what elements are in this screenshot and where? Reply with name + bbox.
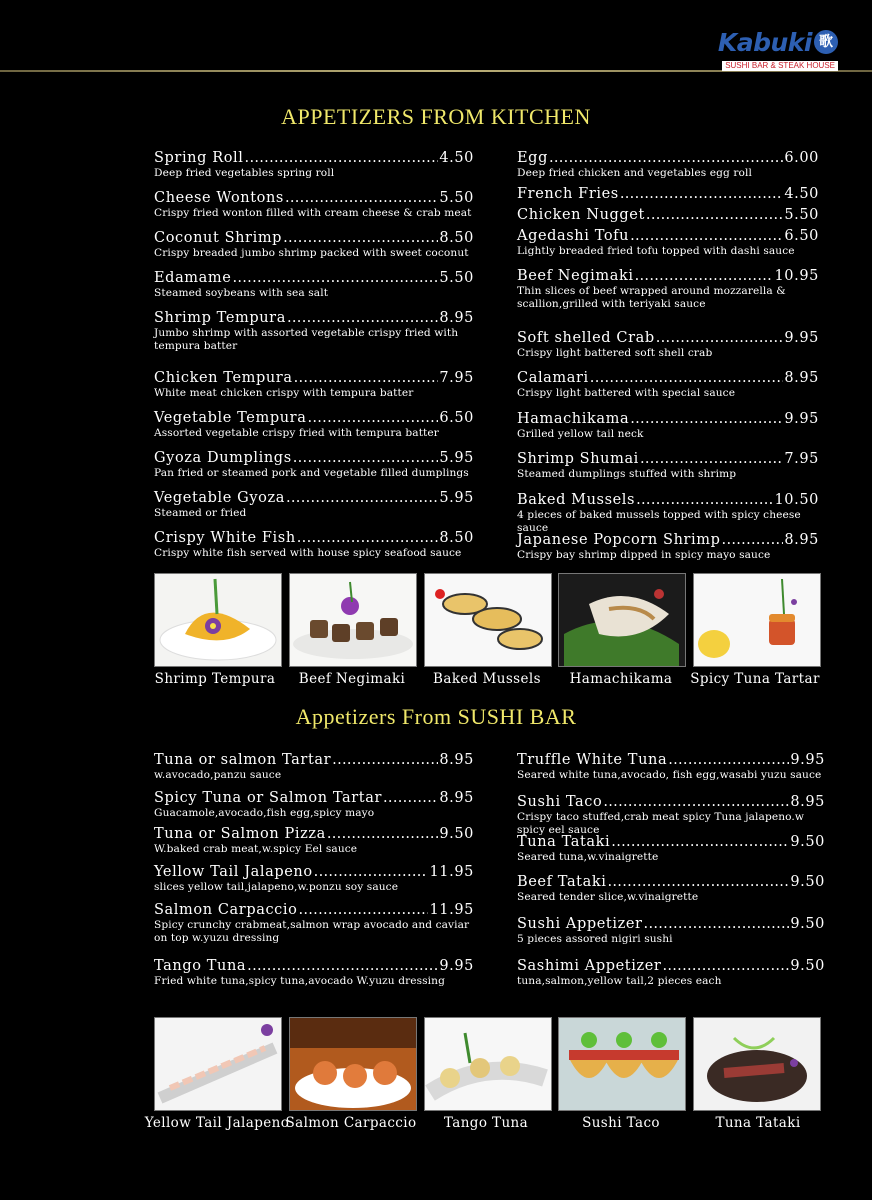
caption-baked-mussels: Baked Mussels xyxy=(433,671,541,687)
menu-item xyxy=(517,492,819,534)
menu-item-name: Truffle White Tuna xyxy=(517,752,668,768)
menu-item-description: slices yellow tail,jalapeno,w.ponzu soy sauce xyxy=(154,881,399,893)
menu-item-price: 9.50 xyxy=(790,916,825,932)
menu-item-name: Tango Tuna xyxy=(154,958,247,974)
menu-item-line xyxy=(154,270,474,287)
menu-item-line xyxy=(154,190,474,207)
menu-item-name: Agedashi Tofu xyxy=(517,228,630,244)
photo-baked-mussels xyxy=(424,573,552,667)
menu-item-description: Crispy taco stuffed,crab meat spicy Tuna jalapeno.w spicy eel sauce xyxy=(517,811,805,836)
menu-item-line xyxy=(517,834,825,851)
menu-item-line xyxy=(154,958,474,975)
menu-item-description: Seared white tuna,avocado, fish egg,wasabi yuzu sauce xyxy=(517,769,822,781)
dot-leader xyxy=(294,370,439,387)
dot-leader xyxy=(232,270,438,287)
menu-item xyxy=(517,752,825,782)
menu-item-description: 4 pieces of baked mussels topped with spicy cheese sauce xyxy=(517,509,801,534)
menu-item-description: Pan fried or steamed pork and vegetable filled dumplings xyxy=(154,467,469,479)
brand-mark-icon: 歌 xyxy=(814,30,838,54)
caption-salmon-carpaccio: Salmon Carpaccio xyxy=(285,1115,417,1131)
dot-leader xyxy=(656,330,784,347)
dot-leader xyxy=(293,450,439,467)
menu-item-description: w.avocado,panzu sauce xyxy=(154,769,282,781)
menu-item xyxy=(154,150,474,180)
dot-leader xyxy=(636,492,773,509)
menu-item-name: Baked Mussels xyxy=(517,492,636,508)
dot-leader xyxy=(603,794,789,811)
menu-item-name: Vegetable Tempura xyxy=(154,410,307,426)
caption-tango-tuna: Tango Tuna xyxy=(443,1115,529,1131)
menu-item-description: Deep fried vegetables spring roll xyxy=(154,167,335,179)
menu-item-name: Gyoza Dumplings xyxy=(154,450,292,466)
menu-item-description: Spicy crunchy crabmeat,salmon wrap avocado and caviar on top w.yuzu dressing xyxy=(154,919,470,944)
menu-item xyxy=(517,207,819,224)
kitchen-section-title: APPETIZERS FROM KITCHEN xyxy=(281,104,591,129)
menu-item xyxy=(154,490,474,520)
menu-item-line xyxy=(517,207,819,224)
caption-shrimp-tempura: Shrimp Tempura xyxy=(154,671,276,687)
menu-item-line xyxy=(154,150,474,167)
menu-item-description: Steamed dumplings stuffed with shrimp xyxy=(517,468,737,480)
menu-item xyxy=(154,864,474,894)
menu-item xyxy=(517,532,819,562)
menu-item-price: 6.00 xyxy=(784,150,819,166)
menu-item-description: Steamed or fried xyxy=(154,507,247,519)
caption-beef-negimaki: Beef Negimaki xyxy=(298,671,406,687)
photo-beef-negimaki xyxy=(289,573,417,667)
menu-item xyxy=(517,268,819,310)
menu-item-price: 9.50 xyxy=(439,826,474,842)
menu-item-description: Steamed soybeans with sea salt xyxy=(154,287,329,299)
photo-tuna-tataki xyxy=(693,1017,821,1111)
menu-item-description: Grilled yellow tail neck xyxy=(517,428,644,440)
menu-item xyxy=(154,790,474,820)
photo-salmon-carpaccio xyxy=(289,1017,417,1111)
menu-item-price: 8.50 xyxy=(439,530,474,546)
menu-item-line xyxy=(517,228,819,245)
menu-item-description: Seared tender slice,w.vinaigrette xyxy=(517,891,699,903)
menu-item-price: 9.50 xyxy=(790,874,825,890)
menu-item xyxy=(517,228,819,258)
dot-leader xyxy=(285,190,438,207)
menu-item-line xyxy=(517,451,819,468)
menu-item-price: 9.95 xyxy=(784,330,819,346)
menu-item-line xyxy=(154,410,474,427)
menu-item-name: Vegetable Gyoza xyxy=(154,490,285,506)
photo-spicy-tuna-tartar xyxy=(693,573,821,667)
menu-item-name: Japanese Popcorn Shrimp xyxy=(517,532,721,548)
menu-item-description: Thin slices of beef wrapped around mozzarella & scallion,grilled with teriyaki sauce xyxy=(517,285,786,310)
caption-hamachikama: Hamachikama xyxy=(569,671,673,687)
menu-item-line xyxy=(517,330,819,347)
dot-leader xyxy=(644,916,790,933)
menu-item-description: Crispy light battered with special sauce xyxy=(517,387,736,399)
menu-item xyxy=(517,411,819,441)
menu-item-price: 8.95 xyxy=(439,790,474,806)
caption-spicy-tuna-tartar: Spicy Tuna Tartar xyxy=(690,671,820,687)
brand-name: Kabuki xyxy=(717,28,812,57)
menu-item-price: 10.95 xyxy=(774,268,819,284)
menu-item-description: Assorted vegetable crispy fried with tempura batter xyxy=(154,427,439,439)
menu-item xyxy=(517,451,819,481)
menu-item-price: 7.95 xyxy=(439,370,474,386)
menu-item xyxy=(517,370,819,400)
brand-logo xyxy=(670,28,838,70)
dot-leader xyxy=(640,451,783,468)
dot-leader xyxy=(383,790,438,807)
menu-item-description: W.baked crab meat,w.spicy Eel sauce xyxy=(154,843,358,855)
dot-leader xyxy=(611,834,789,851)
menu-item-price: 5.95 xyxy=(439,450,474,466)
menu-item-line xyxy=(517,794,825,811)
menu-item-line xyxy=(154,310,474,327)
dot-leader xyxy=(314,864,429,881)
menu-item-price: 6.50 xyxy=(784,228,819,244)
menu-item xyxy=(517,794,825,836)
menu-item xyxy=(154,230,474,260)
menu-item xyxy=(154,190,474,220)
menu-item-name: Salmon Carpaccio xyxy=(154,902,298,918)
menu-item-line xyxy=(154,864,474,881)
menu-item xyxy=(154,310,474,352)
menu-item-description: Crispy light battered soft shell crab xyxy=(517,347,713,359)
menu-item-name: Sashimi Appetizer xyxy=(517,958,662,974)
dot-leader xyxy=(590,370,784,387)
menu-item-description: Crispy fried wonton filled with cream cheese & crab meat xyxy=(154,207,472,219)
caption-yellow-tail-jalapeno: Yellow Tail Jalapeno xyxy=(144,1115,290,1131)
menu-item-name: Beef Tataki xyxy=(517,874,607,890)
menu-item-description: Crispy white fish served with house spicy seafood sauce xyxy=(154,547,462,559)
menu-item xyxy=(517,330,819,360)
dot-leader xyxy=(327,826,438,843)
dot-leader xyxy=(247,958,438,975)
menu-item-price: 4.50 xyxy=(439,150,474,166)
menu-item-price: 5.50 xyxy=(784,207,819,223)
menu-item-price: 5.95 xyxy=(439,490,474,506)
menu-item-name: Soft shelled Crab xyxy=(517,330,655,346)
menu-item-name: Beef Negimaki xyxy=(517,268,634,284)
menu-item-price: 8.95 xyxy=(790,794,825,810)
menu-item-name: Shrimp Shumai xyxy=(517,451,639,467)
menu-item-price: 8.95 xyxy=(784,532,819,548)
menu-item-price: 11.95 xyxy=(429,902,474,918)
menu-item-price: 9.50 xyxy=(790,958,825,974)
menu-item-description: 5 pieces assored nigiri sushi xyxy=(517,933,673,945)
menu-item xyxy=(154,826,474,856)
dot-leader xyxy=(630,411,783,428)
dot-leader xyxy=(549,150,783,167)
dot-leader xyxy=(298,902,428,919)
menu-item xyxy=(154,410,474,440)
menu-item xyxy=(154,902,474,944)
photo-tango-tuna xyxy=(424,1017,552,1111)
menu-item-line xyxy=(154,752,474,769)
menu-item-line xyxy=(154,370,474,387)
menu-item-price: 6.50 xyxy=(439,410,474,426)
menu-item-price: 8.95 xyxy=(439,752,474,768)
dot-leader xyxy=(662,958,789,975)
menu-item xyxy=(154,370,474,400)
dot-leader xyxy=(668,752,789,769)
menu-item-description: Crispy breaded jumbo shrimp packed with sweet coconut xyxy=(154,247,469,259)
menu-item-price: 10.50 xyxy=(774,492,819,508)
menu-item-description: tuna,salmon,yellow tail,2 pieces each xyxy=(517,975,722,987)
photo-sushi-taco xyxy=(558,1017,686,1111)
menu-item-name: Edamame xyxy=(154,270,232,286)
menu-item-line xyxy=(517,370,819,387)
menu-item-line xyxy=(154,450,474,467)
menu-item xyxy=(154,270,474,300)
menu-item-description: Lightly breaded fried tofu topped with dashi sauce xyxy=(517,245,795,257)
menu-item-name: Spicy Tuna or Salmon Tartar xyxy=(154,790,383,806)
menu-item xyxy=(517,150,819,180)
caption-tuna-tataki: Tuna Tataki xyxy=(715,1115,801,1131)
menu-item-name: Cheese Wontons xyxy=(154,190,284,206)
menu-item-line xyxy=(517,874,825,891)
sushi-bar-section-title: Appetizers From SUSHI BAR xyxy=(295,704,577,729)
photo-hamachikama xyxy=(558,573,686,667)
menu-item-price: 7.95 xyxy=(784,451,819,467)
menu-item-name: Sushi Taco xyxy=(517,794,603,810)
menu-item-description: Seared tuna,w.vinaigrette xyxy=(517,851,659,863)
dot-leader xyxy=(630,228,783,245)
menu-item-name: Sushi Appetizer xyxy=(517,916,643,932)
menu-item-description: Jumbo shrimp with assorted vegetable crispy fried with tempura batter xyxy=(154,327,459,352)
menu-item-line xyxy=(154,230,474,247)
menu-item-line xyxy=(517,150,819,167)
menu-item-description: White meat chicken crispy with tempura batter xyxy=(154,387,414,399)
menu-item-description: Deep fried chicken and vegetables egg roll xyxy=(517,167,752,179)
menu-item-line xyxy=(517,186,819,203)
menu-item-line xyxy=(517,958,825,975)
brand-tagline: SUSHI BAR & STEAK HOUSE xyxy=(722,61,838,71)
menu-item xyxy=(517,186,819,203)
dot-leader xyxy=(287,310,438,327)
menu-item-price: 8.95 xyxy=(439,310,474,326)
menu-item-name: Crispy White Fish xyxy=(154,530,296,546)
dot-leader xyxy=(297,530,439,547)
menu-item-name: Chicken Tempura xyxy=(154,370,293,386)
menu-item-name: Egg xyxy=(517,150,548,166)
dot-leader xyxy=(332,752,438,769)
menu-item-price: 9.95 xyxy=(784,411,819,427)
menu-item-line xyxy=(154,826,474,843)
dot-leader xyxy=(286,490,438,507)
menu-item-line xyxy=(154,902,474,919)
menu-item-name: Yellow Tail Jalapeno xyxy=(154,864,313,880)
menu-item-name: Tuna or salmon Tartar xyxy=(154,752,332,768)
dot-leader xyxy=(607,874,789,891)
menu-item-name: Chicken Nugget xyxy=(517,207,645,223)
dot-leader xyxy=(620,186,783,203)
menu-item-name: Hamachikama xyxy=(517,411,630,427)
photo-shrimp-tempura xyxy=(154,573,282,667)
menu-item-price: 9.95 xyxy=(790,752,825,768)
menu-item-line xyxy=(517,411,819,428)
menu-item-price: 8.95 xyxy=(784,370,819,386)
menu-item-price: 9.95 xyxy=(439,958,474,974)
menu-item xyxy=(517,916,825,946)
dot-leader xyxy=(635,268,774,285)
menu-item-price: 9.50 xyxy=(790,834,825,850)
menu-item-line xyxy=(154,790,474,807)
menu-item-line xyxy=(517,752,825,769)
menu-item-line xyxy=(517,532,819,549)
menu-item-name: Shrimp Tempura xyxy=(154,310,286,326)
dot-leader xyxy=(283,230,438,247)
menu-item-line xyxy=(517,492,819,509)
menu-item-price: 5.50 xyxy=(439,190,474,206)
photo-yellow-tail-jalapeno xyxy=(154,1017,282,1111)
menu-item-price: 11.95 xyxy=(429,864,474,880)
menu-item-name: Tuna or Salmon Pizza xyxy=(154,826,326,842)
dot-leader xyxy=(722,532,784,549)
menu-item-name: Tuna Tataki xyxy=(517,834,611,850)
menu-item-price: 8.50 xyxy=(439,230,474,246)
caption-sushi-taco: Sushi Taco xyxy=(582,1115,660,1131)
menu-item-line xyxy=(154,530,474,547)
menu-item-name: French Fries xyxy=(517,186,619,202)
menu-item-line xyxy=(517,268,819,285)
dot-leader xyxy=(245,150,439,167)
menu-item xyxy=(154,752,474,782)
dot-leader xyxy=(307,410,438,427)
menu-item-price: 4.50 xyxy=(784,186,819,202)
menu-item-name: Coconut Shrimp xyxy=(154,230,283,246)
menu-item-description: Guacamole,avocado,fish egg,spicy mayo xyxy=(154,807,375,819)
menu-item-price: 5.50 xyxy=(439,270,474,286)
menu-item xyxy=(517,834,825,864)
menu-item xyxy=(517,874,825,904)
menu-item-description: Fried white tuna,spicy tuna,avocado W.yuzu dressing xyxy=(154,975,445,987)
menu-item-description: Crispy bay shrimp dipped in spicy mayo sauce xyxy=(517,549,771,561)
menu-item xyxy=(517,958,825,988)
menu-item-line xyxy=(517,916,825,933)
menu-item-name: Spring Roll xyxy=(154,150,244,166)
dot-leader xyxy=(646,207,783,224)
menu-item-name: Calamari xyxy=(517,370,589,386)
menu-item xyxy=(154,530,474,560)
menu-item xyxy=(154,958,474,988)
menu-item-line xyxy=(154,490,474,507)
menu-item xyxy=(154,450,474,480)
